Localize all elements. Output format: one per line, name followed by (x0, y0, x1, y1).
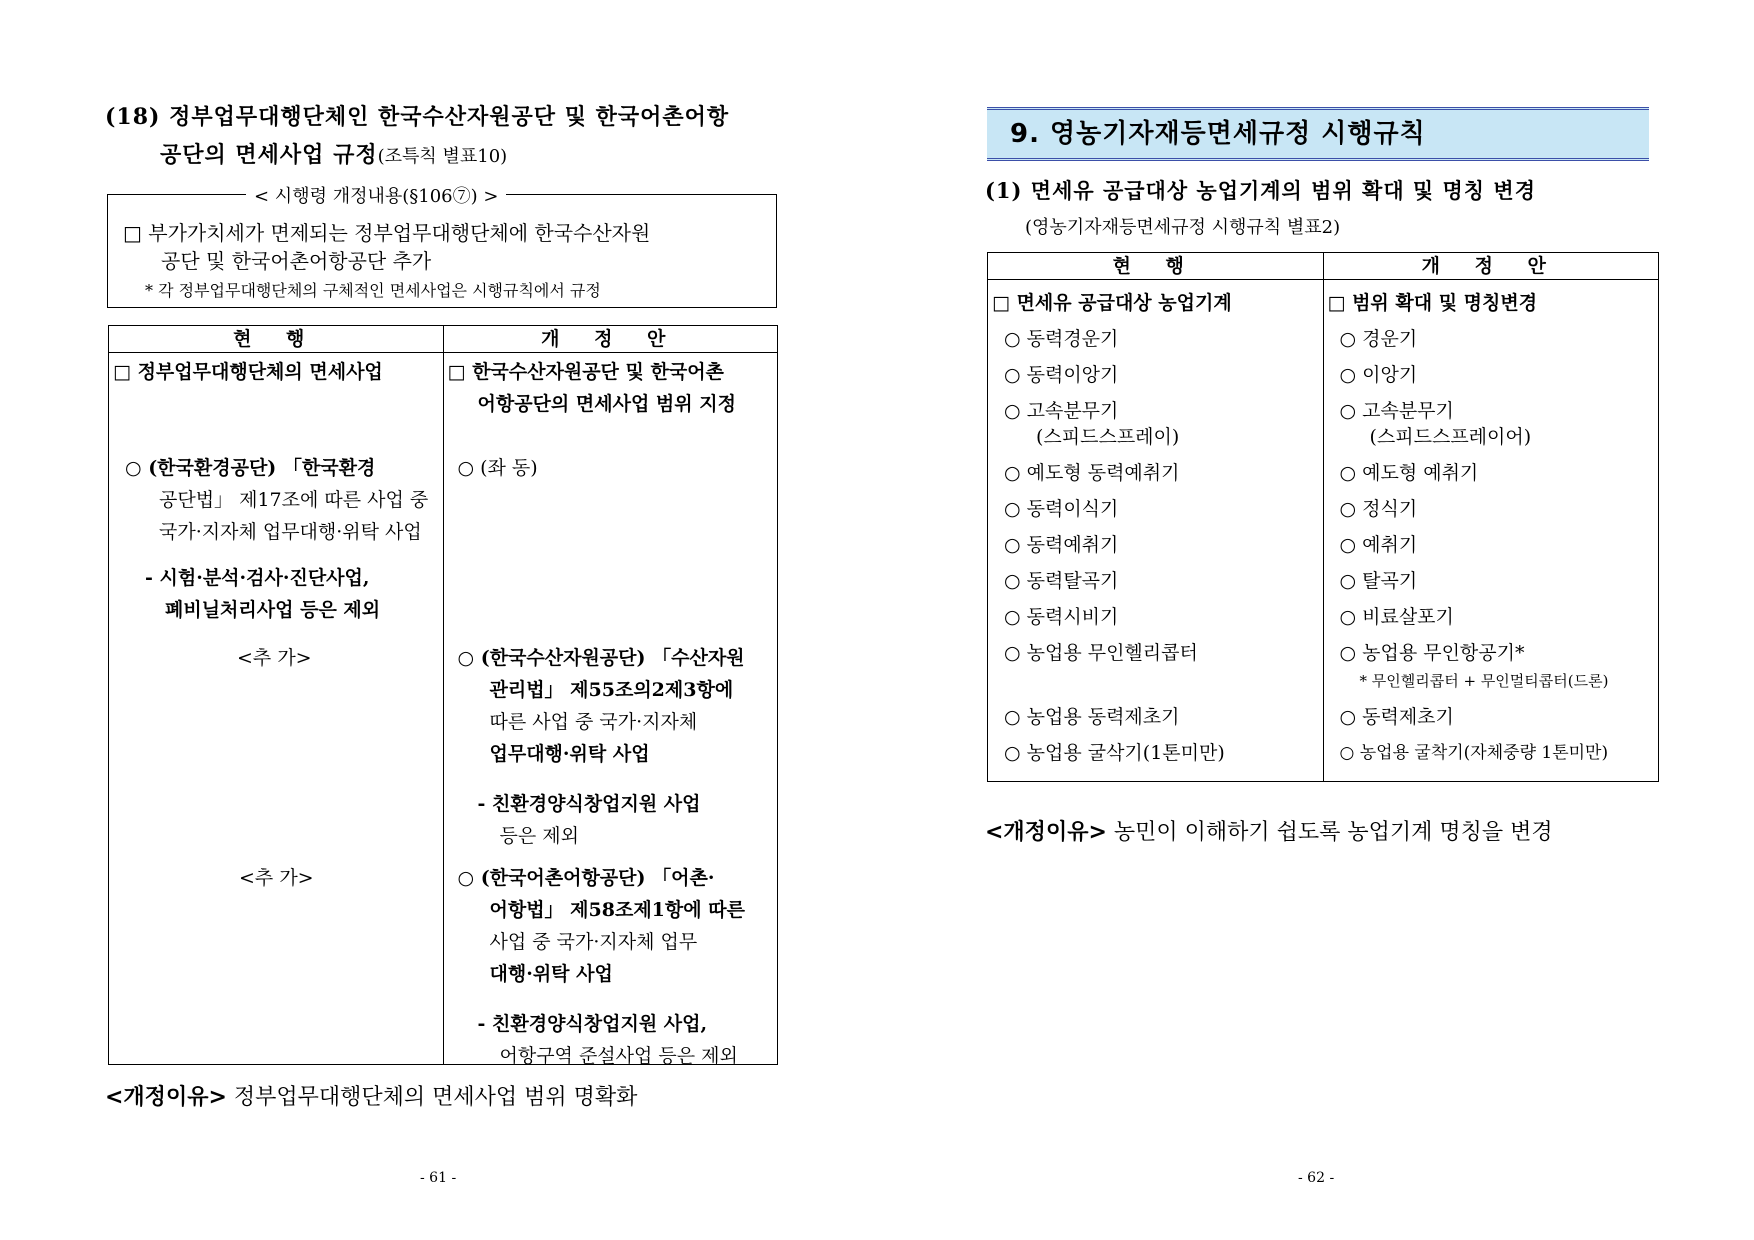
table-row: ○ 비료살포기 (1339, 606, 1454, 628)
revised-column (443, 353, 778, 1065)
table-row: □ 범위 확대 및 명칭변경 (1327, 292, 1538, 314)
comparison-table-left (108, 325, 778, 1065)
table-row: (스피드스프레이) (1036, 426, 1180, 448)
table-row: ○ (한국어촌어항공단) 「어촌· (457, 867, 715, 889)
table-row: 어항법」 제58조제1항에 따른 (489, 899, 745, 921)
amendment-summary-line1: □ 부가가치세가 면제되는 정부업무대행단체에 한국수산자원 (123, 221, 651, 245)
table-row: ○ 동력예취기 (1004, 534, 1119, 556)
current-column (988, 280, 1324, 782)
table-row: ○ 예도형 예취기 (1339, 462, 1479, 484)
table-row: <추 가> (237, 647, 312, 669)
revision-reason-label: <개정이유> (105, 1085, 227, 1110)
revision-reason-text: 농민이 이해하기 쉽도록 농업기계 명칭을 변경 (1106, 820, 1553, 845)
table-row: 어항구역 준설사업 등은 제외 (499, 1045, 738, 1067)
table-row: 폐비닐처리사업 등은 제외 (165, 599, 381, 621)
revision-reason (105, 1080, 637, 1111)
table-row: □ 면세유 공급대상 농업기계 (992, 292, 1232, 314)
table-row: ○ 이앙기 (1339, 364, 1418, 386)
table-row: ○ 정식기 (1339, 498, 1418, 520)
amendment-summary-caption: < 시행령 개정내용(§106⑦) > (246, 182, 506, 208)
table-row: ○ 동력탈곡기 (1004, 570, 1119, 592)
table-row: ○ 경운기 (1339, 328, 1418, 350)
amendment-summary-note: * 각 정부업무대행단체의 구체적인 면세사업은 시행규칙에서 규정 (145, 281, 601, 300)
current-column (109, 353, 444, 1065)
page-number: - 61 - (420, 1170, 457, 1186)
sub-heading-source: (영농기자재등면세규정 시행규칙 별표2) (1025, 217, 1341, 238)
table-row: 국가·지자체 업무대행·위탁 사업 (159, 521, 422, 543)
table-row: ○ 농업용 무인항공기* (1339, 642, 1525, 664)
table-row: □ 한국수산자원공단 및 한국어촌 (447, 361, 724, 383)
table-row: ○ 동력이식기 (1004, 498, 1119, 520)
table-row: <추 가> (239, 867, 314, 889)
table-row: 사업 중 국가·지자체 업무 (489, 931, 698, 953)
table-row: ○ 농업용 굴삭기(1톤미만) (1004, 742, 1225, 764)
revision-reason-label: <개정이유> (985, 820, 1107, 845)
column-header-current: 현 행 (109, 326, 444, 353)
table-row: 등은 제외 (499, 825, 579, 847)
amendment-summary-line2: 공단 및 한국어촌어항공단 추가 (161, 249, 432, 273)
comparison-table-right (987, 252, 1659, 782)
table-row: ○ 농업용 굴착기(자체중량 1톤미만) (1339, 743, 1609, 763)
table-row: 어항공단의 면세사업 범위 지정 (477, 393, 736, 415)
page-number: - 62 - (1298, 1170, 1335, 1186)
table-row: ○ (한국수산자원공단) 「수산자원 (457, 647, 745, 669)
section-heading-text: 공단의 면세사업 규정 (160, 142, 378, 168)
table-row: ○ 동력시비기 (1004, 606, 1119, 628)
column-header-revised: 개 정 안 (443, 326, 778, 353)
table-row: 대행·위탁 사업 (489, 963, 613, 985)
table-row: □ 정부업무대행단체의 면세사업 (113, 361, 383, 383)
table-row: 공단법」 제17조에 따른 사업 중 (159, 489, 429, 511)
table-row: ○ 고속분무기 (1339, 400, 1454, 422)
table-row: 업무대행·위탁 사업 (489, 743, 650, 765)
table-row: ○ 농업용 무인헬리콥터 (1004, 642, 1198, 664)
table-row: 따른 사업 중 국가·지자체 (489, 711, 698, 733)
table-row: 관리법」 제55조의2제3항에 (489, 679, 734, 701)
table-row: ○ 동력이앙기 (1004, 364, 1119, 386)
table-row: ○ (한국환경공단) 「한국환경 (125, 457, 376, 479)
section-heading-source: (조특칙 별표10) (377, 146, 508, 167)
column-header-revised: 개 정 안 (1323, 253, 1659, 280)
table-note: * 무인헬리콥터 + 무인멀티콥터(드론) (1359, 672, 1609, 690)
column-header-current: 현 행 (988, 253, 1324, 280)
table-row: - 시험·분석·검사·진단사업, (145, 567, 370, 589)
table-row: - 친환경양식창업지원 사업 (477, 793, 701, 815)
chapter-title: 9. 영농기자재등면세규정 시행규칙 (1010, 119, 1426, 149)
table-row: ○ 고속분무기 (1004, 400, 1119, 422)
sub-heading: (1) 면세유 공급대상 농업기계의 범위 확대 및 명칭 변경 (985, 178, 1536, 203)
table-row: - 친환경양식창업지원 사업, (477, 1013, 708, 1035)
table-row: ○ 예취기 (1339, 534, 1418, 556)
table-row: ○ 동력제초기 (1339, 706, 1454, 728)
table-row: ○ 예도형 동력예취기 (1004, 462, 1180, 484)
table-row: ○ 탈곡기 (1339, 570, 1418, 592)
table-row: ○ 농업용 동력제초기 (1004, 706, 1180, 728)
table-row: ○ (좌 동) (457, 457, 538, 479)
revised-column (1323, 280, 1659, 782)
table-row: (스피드스프레이어) (1369, 426, 1532, 448)
revision-reason-text: 정부업무대행단체의 면세사업 범위 명확화 (226, 1085, 638, 1110)
table-row: ○ 동력경운기 (1004, 328, 1119, 350)
section-heading: (18) 정부업무대행단체인 한국수산자원공단 및 한국어촌어항 (105, 104, 730, 130)
revision-reason (985, 815, 1553, 846)
section-heading-line2 (160, 138, 507, 169)
